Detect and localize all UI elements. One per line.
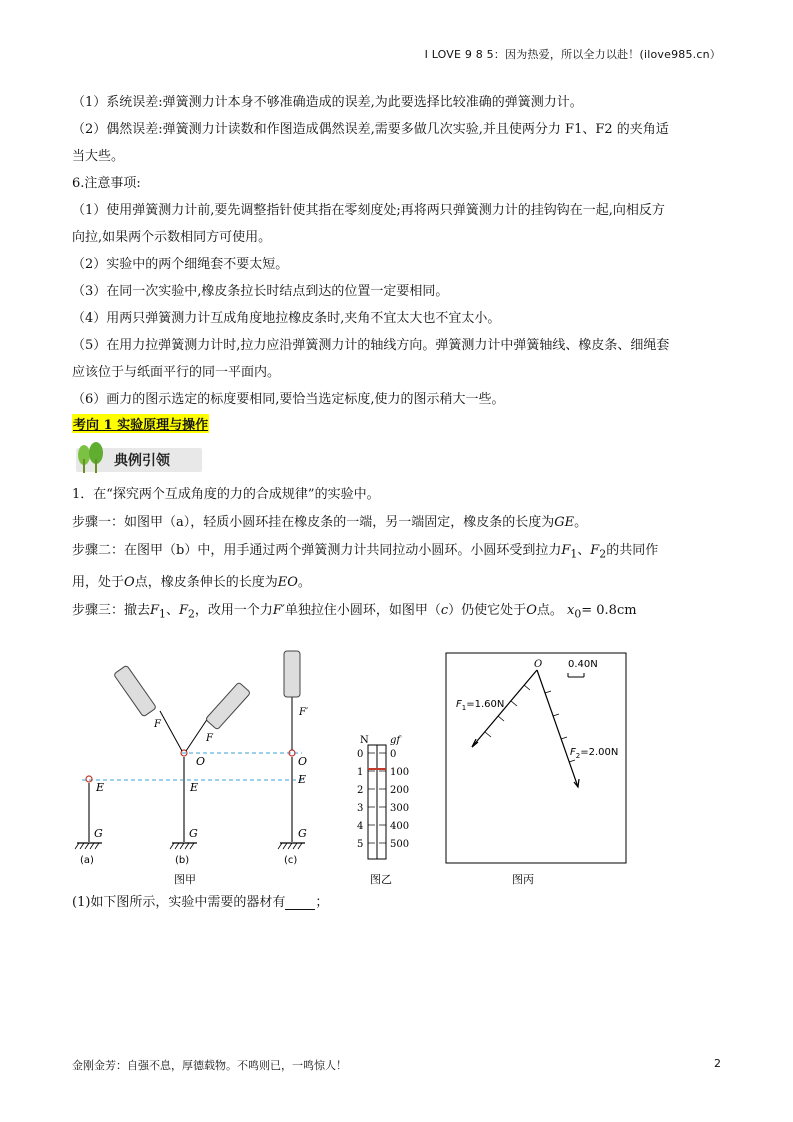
- step-one: 步骤一：如图甲（a），轻质小圆环挂在橡皮条的一端，另一端固定，橡皮条的长度为GE。: [72, 515, 588, 530]
- tree-icon: [72, 439, 112, 475]
- yi-right-tick: 100: [390, 767, 410, 778]
- yi-left-unit: N: [360, 735, 369, 746]
- label-f1-b: F: [206, 733, 213, 744]
- yi-right-unit: gf: [390, 735, 401, 746]
- notes-title: 6.注意事项:: [72, 176, 141, 191]
- note-line-3: （2）实验中的两个细绳套不要太短。: [72, 257, 289, 272]
- caption-b: (b): [175, 855, 190, 866]
- figure-area: [72, 645, 732, 885]
- caption-bing: 图丙: [512, 873, 534, 885]
- problem-block: [72, 481, 722, 628]
- yi-left-tick: 2: [357, 785, 364, 796]
- label-fp-c: F′: [299, 707, 309, 718]
- step-two: 步骤二：在图甲（b）中，用手通过两个弹簧测力计共同拉动小圆环。小圆环受到拉力$F_1$、$F_2$的共同作: [72, 543, 659, 561]
- label-g-b: G: [189, 827, 198, 840]
- yi-left-tick: 0: [357, 749, 364, 760]
- answer-blank[interactable]: [285, 897, 315, 910]
- figure-c: [278, 651, 309, 866]
- page-number: 2: [714, 1057, 721, 1070]
- caption-a: (a): [80, 855, 94, 866]
- yi-left-tick: 5: [357, 839, 364, 850]
- error-line-2: （2）偶然误差:弹簧测力计读数和作图造成偶然误差,需要多做几次实验,并且使两分力 F1、F2 的夹角适: [72, 122, 669, 137]
- page-header: I LOVE 9 8 5：因为热爱，所以全力以赴！(ilove985.cn）: [424, 48, 721, 61]
- caption-yi: 图乙: [370, 873, 392, 885]
- caption-c: (c): [284, 855, 298, 866]
- yi-right-tick: 0: [390, 749, 397, 760]
- section-title: 考向 1 实验原理与操作: [72, 414, 209, 433]
- note-line-6: （5）在用力拉弹簧测力计时,拉力应沿弹簧测力计的轴线方向。弹簧测力计中弹簧轴线、橡皮条、细绳套: [72, 338, 670, 353]
- footer-motto: 金刚金芳：自强不息，厚德载物。不鸣则已，一鸣惊人！: [72, 1059, 347, 1072]
- note-line-4: （3）在同一次实验中,橡皮条拉长时结点到达的位置一定要相同。: [72, 284, 449, 299]
- label-e-a: E: [96, 781, 105, 794]
- problem-intro: 1．在“探究两个互成角度的力的合成规律”的实验中。: [72, 487, 380, 502]
- example-banner: [72, 439, 212, 475]
- figure-a: [75, 776, 104, 866]
- figure-yi: [357, 735, 409, 885]
- step-two-cont: 用，处于O点，橡皮条伸长的长度为EO。: [72, 574, 311, 590]
- label-o-b: O: [196, 755, 206, 768]
- yi-right-tick: 400: [390, 821, 410, 832]
- figure-b: [114, 665, 251, 866]
- label-g-c: G: [298, 827, 307, 840]
- note-line-2: 向拉,如果两个示数相同方可使用。: [72, 230, 272, 245]
- yi-right-tick: 500: [390, 839, 410, 850]
- note-line-5: （4）用两只弹簧测力计互成角度地拉橡皮条时,夹角不宜太大也不宜太小。: [72, 311, 501, 326]
- yi-left-tick: 3: [357, 803, 364, 814]
- error-line-3: 当大些。: [72, 149, 125, 164]
- banner-title: 典例引领: [114, 453, 170, 469]
- figure-bing: [446, 653, 626, 885]
- label-e-b: E: [190, 781, 199, 794]
- question-1: (1)如下图所示，实验中需要的器材有 ；: [72, 895, 329, 910]
- bing-scale: 0.40N: [568, 659, 598, 670]
- error-line-1: （1）系统误差:弹簧测力计本身不够准确造成的误差,为此要选择比较准确的弹簧测力计。: [72, 95, 583, 110]
- label-f2-b: F: [154, 719, 161, 730]
- note-line-8: （6）画力的图示选定的标度要相同,要恰当选定标度,使力的图示稍大一些。: [72, 392, 505, 407]
- experiment-figures: [72, 645, 732, 885]
- caption-jia: 图甲: [174, 873, 196, 885]
- note-line-7: 应该位于与纸面平行的同一平面内。: [72, 365, 281, 380]
- label-o-c: O: [298, 755, 308, 768]
- step-three: 步骤三：撤去$F_1$、$F_2$，改用一个力F′单独拉住小圆环，如图甲（c）仍使它处于O点。 $x_0= 0.8cm$: [72, 602, 637, 621]
- label-g-a: G: [94, 827, 103, 840]
- bing-f1-label: $F_1=1.60N$: [456, 699, 505, 712]
- label-e-c: E: [298, 773, 307, 786]
- note-line-1: （1）使用弹簧测力计前,要先调整指针使其指在零刻度处;再将两只弹簧测力计的挂钩钩在一起,向相反方: [72, 203, 665, 218]
- yi-right-tick: 200: [390, 785, 410, 796]
- yi-left-tick: 4: [357, 821, 364, 832]
- main-content: [72, 89, 722, 628]
- yi-left-tick: 1: [357, 767, 364, 778]
- yi-right-tick: 300: [390, 803, 410, 814]
- bing-o: O: [534, 659, 543, 670]
- bing-f2-label: $F_2=2.00N$: [570, 747, 619, 760]
